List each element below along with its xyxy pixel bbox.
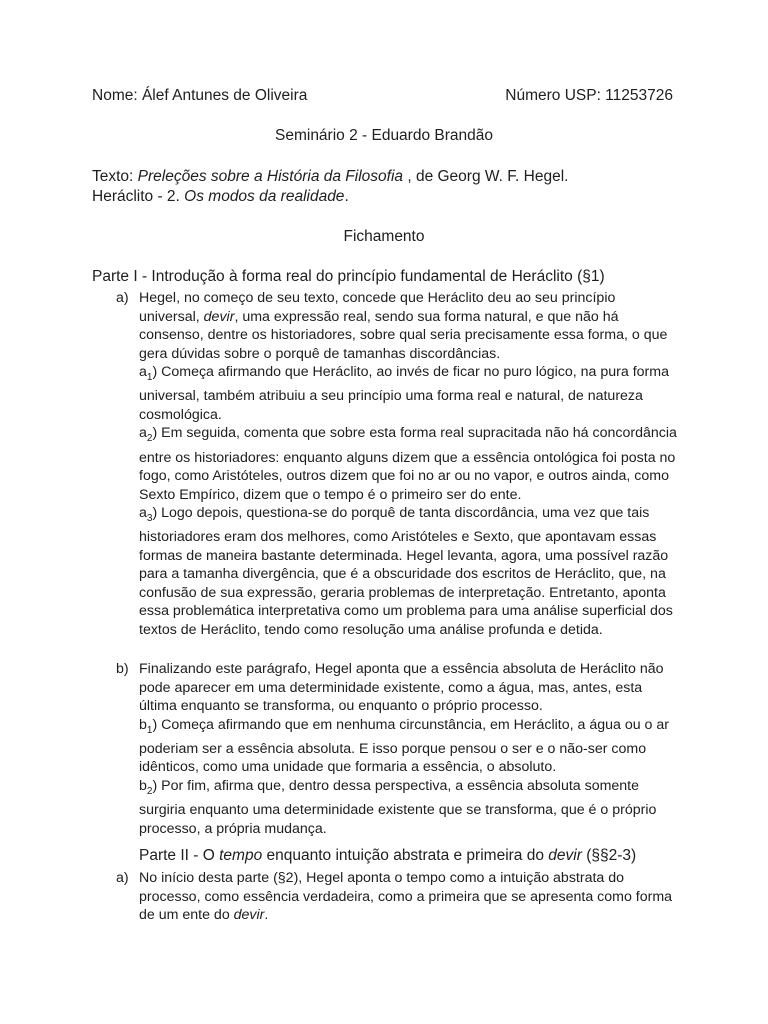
- text-reference: [92, 167, 568, 187]
- subitem-text: ) Por fim, afirma que, dentro dessa perspectiva, a essência absoluta somente surgiria enquanto uma determinidade existente que se transforma, que é o próprio processo, a própria mudança.: [139, 777, 657, 837]
- part1-item-a-marker: a): [116, 290, 129, 306]
- subitem-number: 3: [146, 512, 153, 524]
- part2-heading-emphasis2: devir: [548, 847, 582, 864]
- part2-heading: [139, 846, 636, 866]
- document-title: Fichamento: [343, 228, 425, 245]
- subitem-text: ) Logo depois, questiona-se do porquê de tanta discordância, uma vez que tais historiadores eram dos melhores, como Aristóteles e Sexto, que apontavam essas formas de maneira bastante determinada. Hegel levanta, agora, uma possível razão para a tamanha divergência, que é a obscuridade dos escritos de Heráclito, que, na confusão de sua expressão, geraria problemas de interpretação. Entretanto, aponta essa problemática interpretativa como um problema para uma análise superficial dos textos de Heráclito, tendo como resolução uma análise profunda e detida.: [139, 505, 673, 638]
- text-reference-prefix: Texto:: [92, 168, 138, 185]
- part2-item-a-marker: a): [116, 870, 129, 886]
- part1-item-a3: [139, 504, 679, 639]
- part1-item-a-intro-text2: , uma expressão real, sendo sua forma natural, e que não há consenso, dentre os historiadores, sobre qual seria precisamente essa forma, o que gera dúvidas sobre o porquê de tamanhas discordâncias.: [139, 308, 668, 362]
- part1-heading: Parte I - Introdução à forma real do princípio fundamental de Heráclito (§1): [92, 268, 605, 285]
- subitem-number: 2: [146, 433, 153, 445]
- subitem-text: ) Começa afirmando que Heráclito, ao invés de ficar no puro lógico, na pura forma universal, também atribuiu a seu princípio uma forma real e natural, de natureza cosmológica.: [139, 364, 669, 423]
- part2-heading-text2: enquanto intuição abstrata e primeira do: [262, 847, 549, 864]
- subitem-number: 1: [146, 724, 153, 736]
- part1-item-a-intro: [139, 289, 679, 363]
- chapter-title: Os modos da realidade: [184, 188, 345, 205]
- subitem-letter: a: [139, 505, 147, 522]
- work-title: Preleções sobre a História da Filosofia: [137, 168, 404, 185]
- subitem-number: 2: [146, 785, 153, 797]
- subitem-text: ) Começa afirmando que em nenhuma circunstância, em Heráclito, a água ou o ar poderiam ser a essência absoluta. E isso porque pensou o ser e o não-ser como idênticos, como uma unidade que formaria a essência, o absoluto.: [139, 716, 669, 776]
- part2-heading-emphasis1: tempo: [219, 847, 263, 864]
- part1-item-b-intro: Finalizando este parágrafo, Hegel aponta que a essência absoluta de Heráclito não pode aparecer em uma determinidade existente, como a água, mas, antes, esta última enquanto se transforma, ou enquanto o próprio processo.: [139, 661, 664, 714]
- subitem-letter: a: [139, 425, 147, 442]
- part2-item-a-text1: No início desta parte (§2), Hegel aponta o tempo como a intuição abstrata do processo, como essência verdadeira, como a primeira que se apresenta como forma de um ente do: [139, 870, 673, 923]
- usp-number: Número USP: 11253726: [505, 87, 673, 104]
- header-row: [92, 86, 673, 106]
- text-reference-suffix: , de Georg W. F. Hegel.: [403, 168, 569, 185]
- part2-heading-text1: Parte II - O: [139, 847, 220, 864]
- seminar-title: Seminário 2 - Eduardo Brandão: [275, 127, 493, 144]
- chapter-reference: [92, 187, 349, 207]
- subitem-number: 1: [146, 371, 153, 383]
- subitem-letter: b: [139, 716, 147, 733]
- part1-item-a: [139, 289, 679, 639]
- part2-heading-text3: (§§2-3): [581, 847, 637, 864]
- part1-item-b-marker: b): [116, 661, 129, 677]
- subitem-text: ) Em seguida, comenta que sobre esta forma real supracitada não há concordância entre os historiadores: enquanto alguns dizem que a essência ontológica foi posta no fogo, como Aristóteles, outros dizem que foi no ar ou no vapor, e outros ainda, como Sexto Empírico, dizem que o tempo é o primeiro ser do ente.: [139, 425, 677, 503]
- part2-item-a-intro: [139, 869, 679, 925]
- chapter-reference-suffix: .: [344, 188, 349, 205]
- part1-item-a-intro-emphasis: devir: [203, 308, 235, 325]
- part1-item-b1: [139, 716, 679, 777]
- part2-item-a: [139, 869, 679, 925]
- part2-item-a-emphasis: devir: [233, 907, 265, 923]
- part1-item-a-intro-text1: Hegel, no começo de seu texto, concede que Heráclito deu ao seu princípio universal,: [139, 290, 616, 325]
- part2-item-a-text2: .: [264, 907, 269, 923]
- student-name: Nome: Álef Antunes de Oliveira: [92, 87, 308, 104]
- part1-item-b2: [139, 777, 679, 838]
- part1-item-b: [139, 660, 679, 838]
- part1-item-a1: [139, 363, 679, 424]
- subitem-letter: a: [139, 364, 147, 380]
- chapter-reference-prefix: Heráclito - 2.: [92, 188, 185, 205]
- part1-item-a2: [139, 424, 679, 504]
- subitem-letter: b: [139, 777, 147, 794]
